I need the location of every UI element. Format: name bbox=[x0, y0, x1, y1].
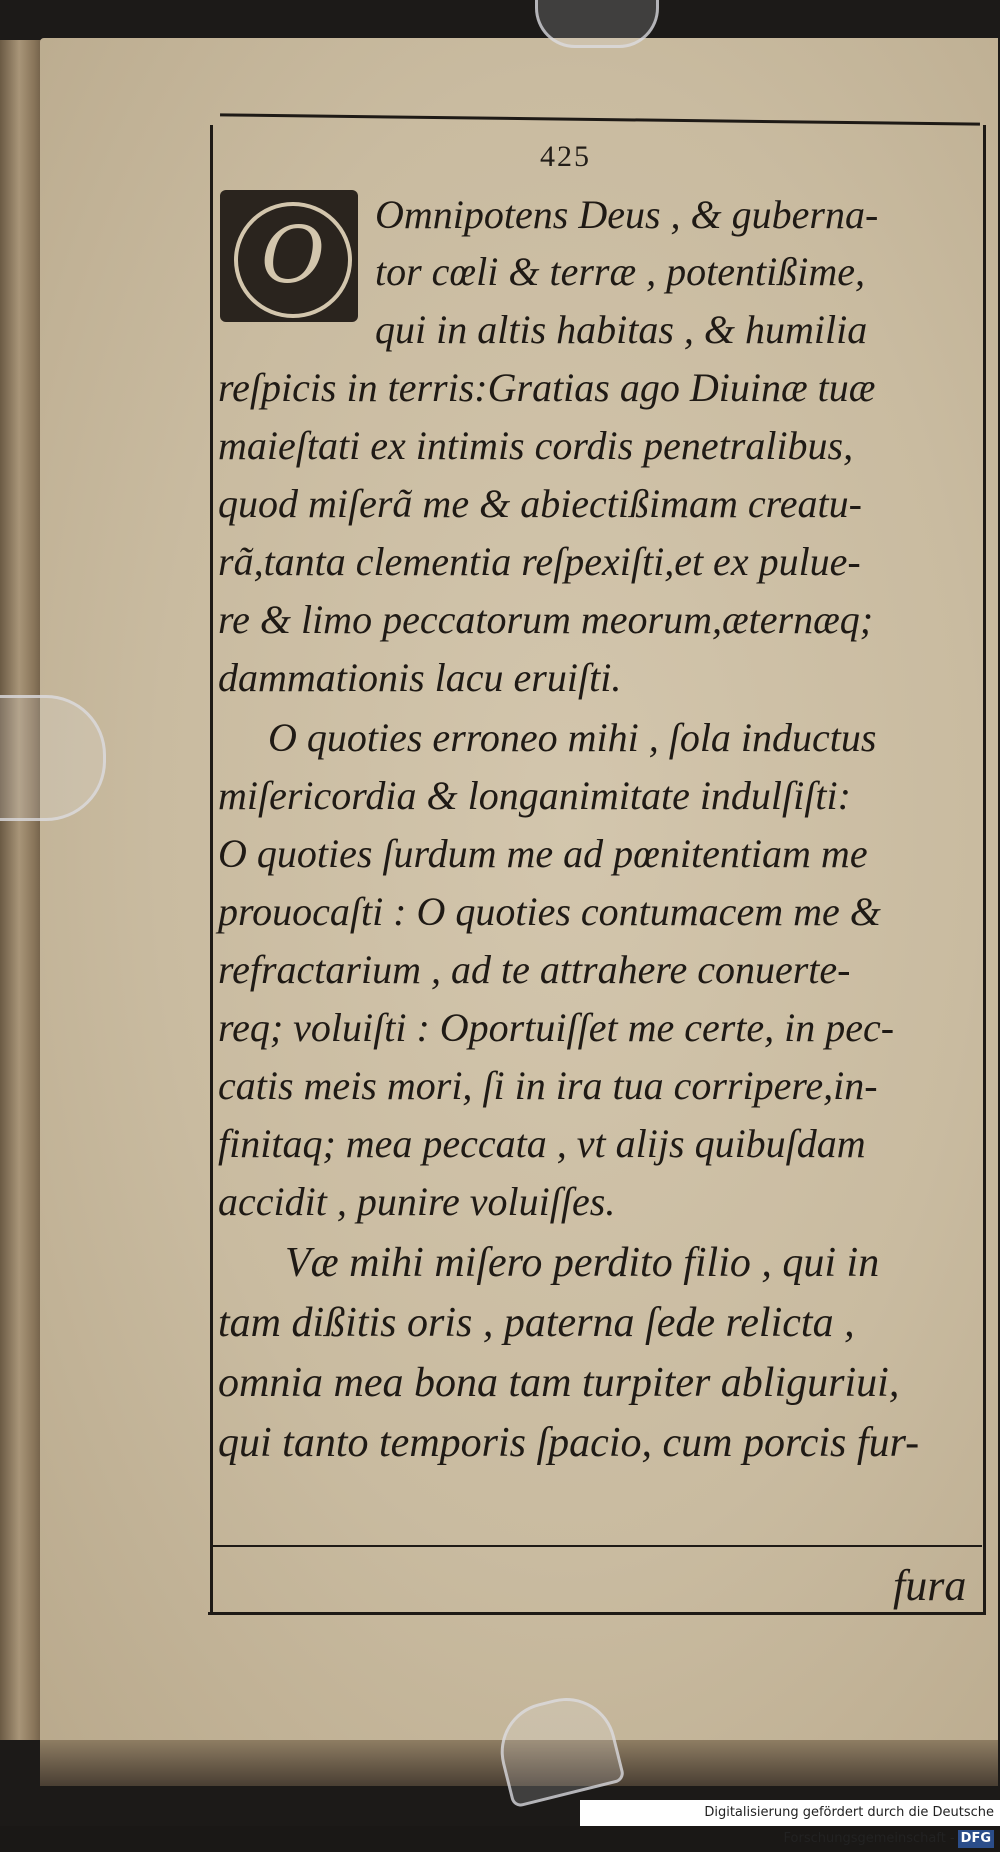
bottom-rule bbox=[212, 1545, 982, 1547]
text-line: reſpicis in terris:Gratias ago Diuinæ tuæ bbox=[218, 365, 876, 410]
text-line: prouocaſti : O quoties contumacem me & bbox=[218, 889, 881, 934]
text-line: tam dißitis oris , paterna ſede relicta , bbox=[218, 1300, 855, 1346]
text-line: miſericordia & longanimitate indulſiſti: bbox=[218, 773, 851, 818]
page-clip-top bbox=[535, 0, 659, 48]
text-line: dammationis lacu eruiſti. bbox=[218, 655, 622, 700]
page-number: 425 bbox=[540, 140, 591, 173]
text-line: finitaq; mea peccata , vt alijs quibuſdam bbox=[218, 1121, 866, 1166]
text-line: re & limo peccatorum meorum,æternæq; bbox=[218, 597, 874, 642]
digitization-credit bbox=[580, 1800, 1000, 1846]
text-line: Væ mihi miſero perdito filio , qui in bbox=[285, 1240, 880, 1286]
text-line: qui tanto temporis ſpacio, cum porcis fur- bbox=[218, 1420, 920, 1466]
text-line: refractarium , ad te attrahere conuerte- bbox=[218, 947, 851, 992]
dfg-logo: DFG bbox=[958, 1830, 994, 1848]
text-line: O quoties erroneo mihi , ſola inductus bbox=[268, 715, 877, 760]
text-line: omnia mea bona tam turpiter abliguriui, bbox=[218, 1360, 900, 1406]
text-line: tor cœli & terræ , potentißime, bbox=[375, 249, 865, 294]
decorated-initial bbox=[220, 190, 358, 322]
text-line: maieſtati ex intimis cordis penetralibus, bbox=[218, 423, 854, 468]
text-line: quod miſerã me & abiectißimam creatu- bbox=[218, 481, 862, 526]
text-line: req; voluiſti : Oportuiſſet me certe, in pec- bbox=[218, 1005, 895, 1050]
credit-text: Digitalisierung gefördert durch die Deutsche Forschungsgemeinschaft - bbox=[704, 1805, 994, 1846]
text-line: qui in altis habitas , & humilia bbox=[375, 307, 868, 352]
text-line: accidit , punire voluiſſes. bbox=[218, 1179, 616, 1224]
bottom-rule-outer bbox=[208, 1612, 983, 1615]
text-line: catis meis mori, ſi in ira tua corripere,in- bbox=[218, 1063, 878, 1108]
text-line: O quoties ſurdum me ad pœnitentiam me bbox=[218, 831, 868, 876]
initial-letter: O bbox=[234, 202, 352, 318]
text-line: rã,tanta clementia reſpexiſti,et ex pulue- bbox=[218, 539, 861, 584]
catchword: fura bbox=[893, 1561, 967, 1610]
text-line: Omnipotens Deus , & guberna- bbox=[375, 192, 879, 237]
